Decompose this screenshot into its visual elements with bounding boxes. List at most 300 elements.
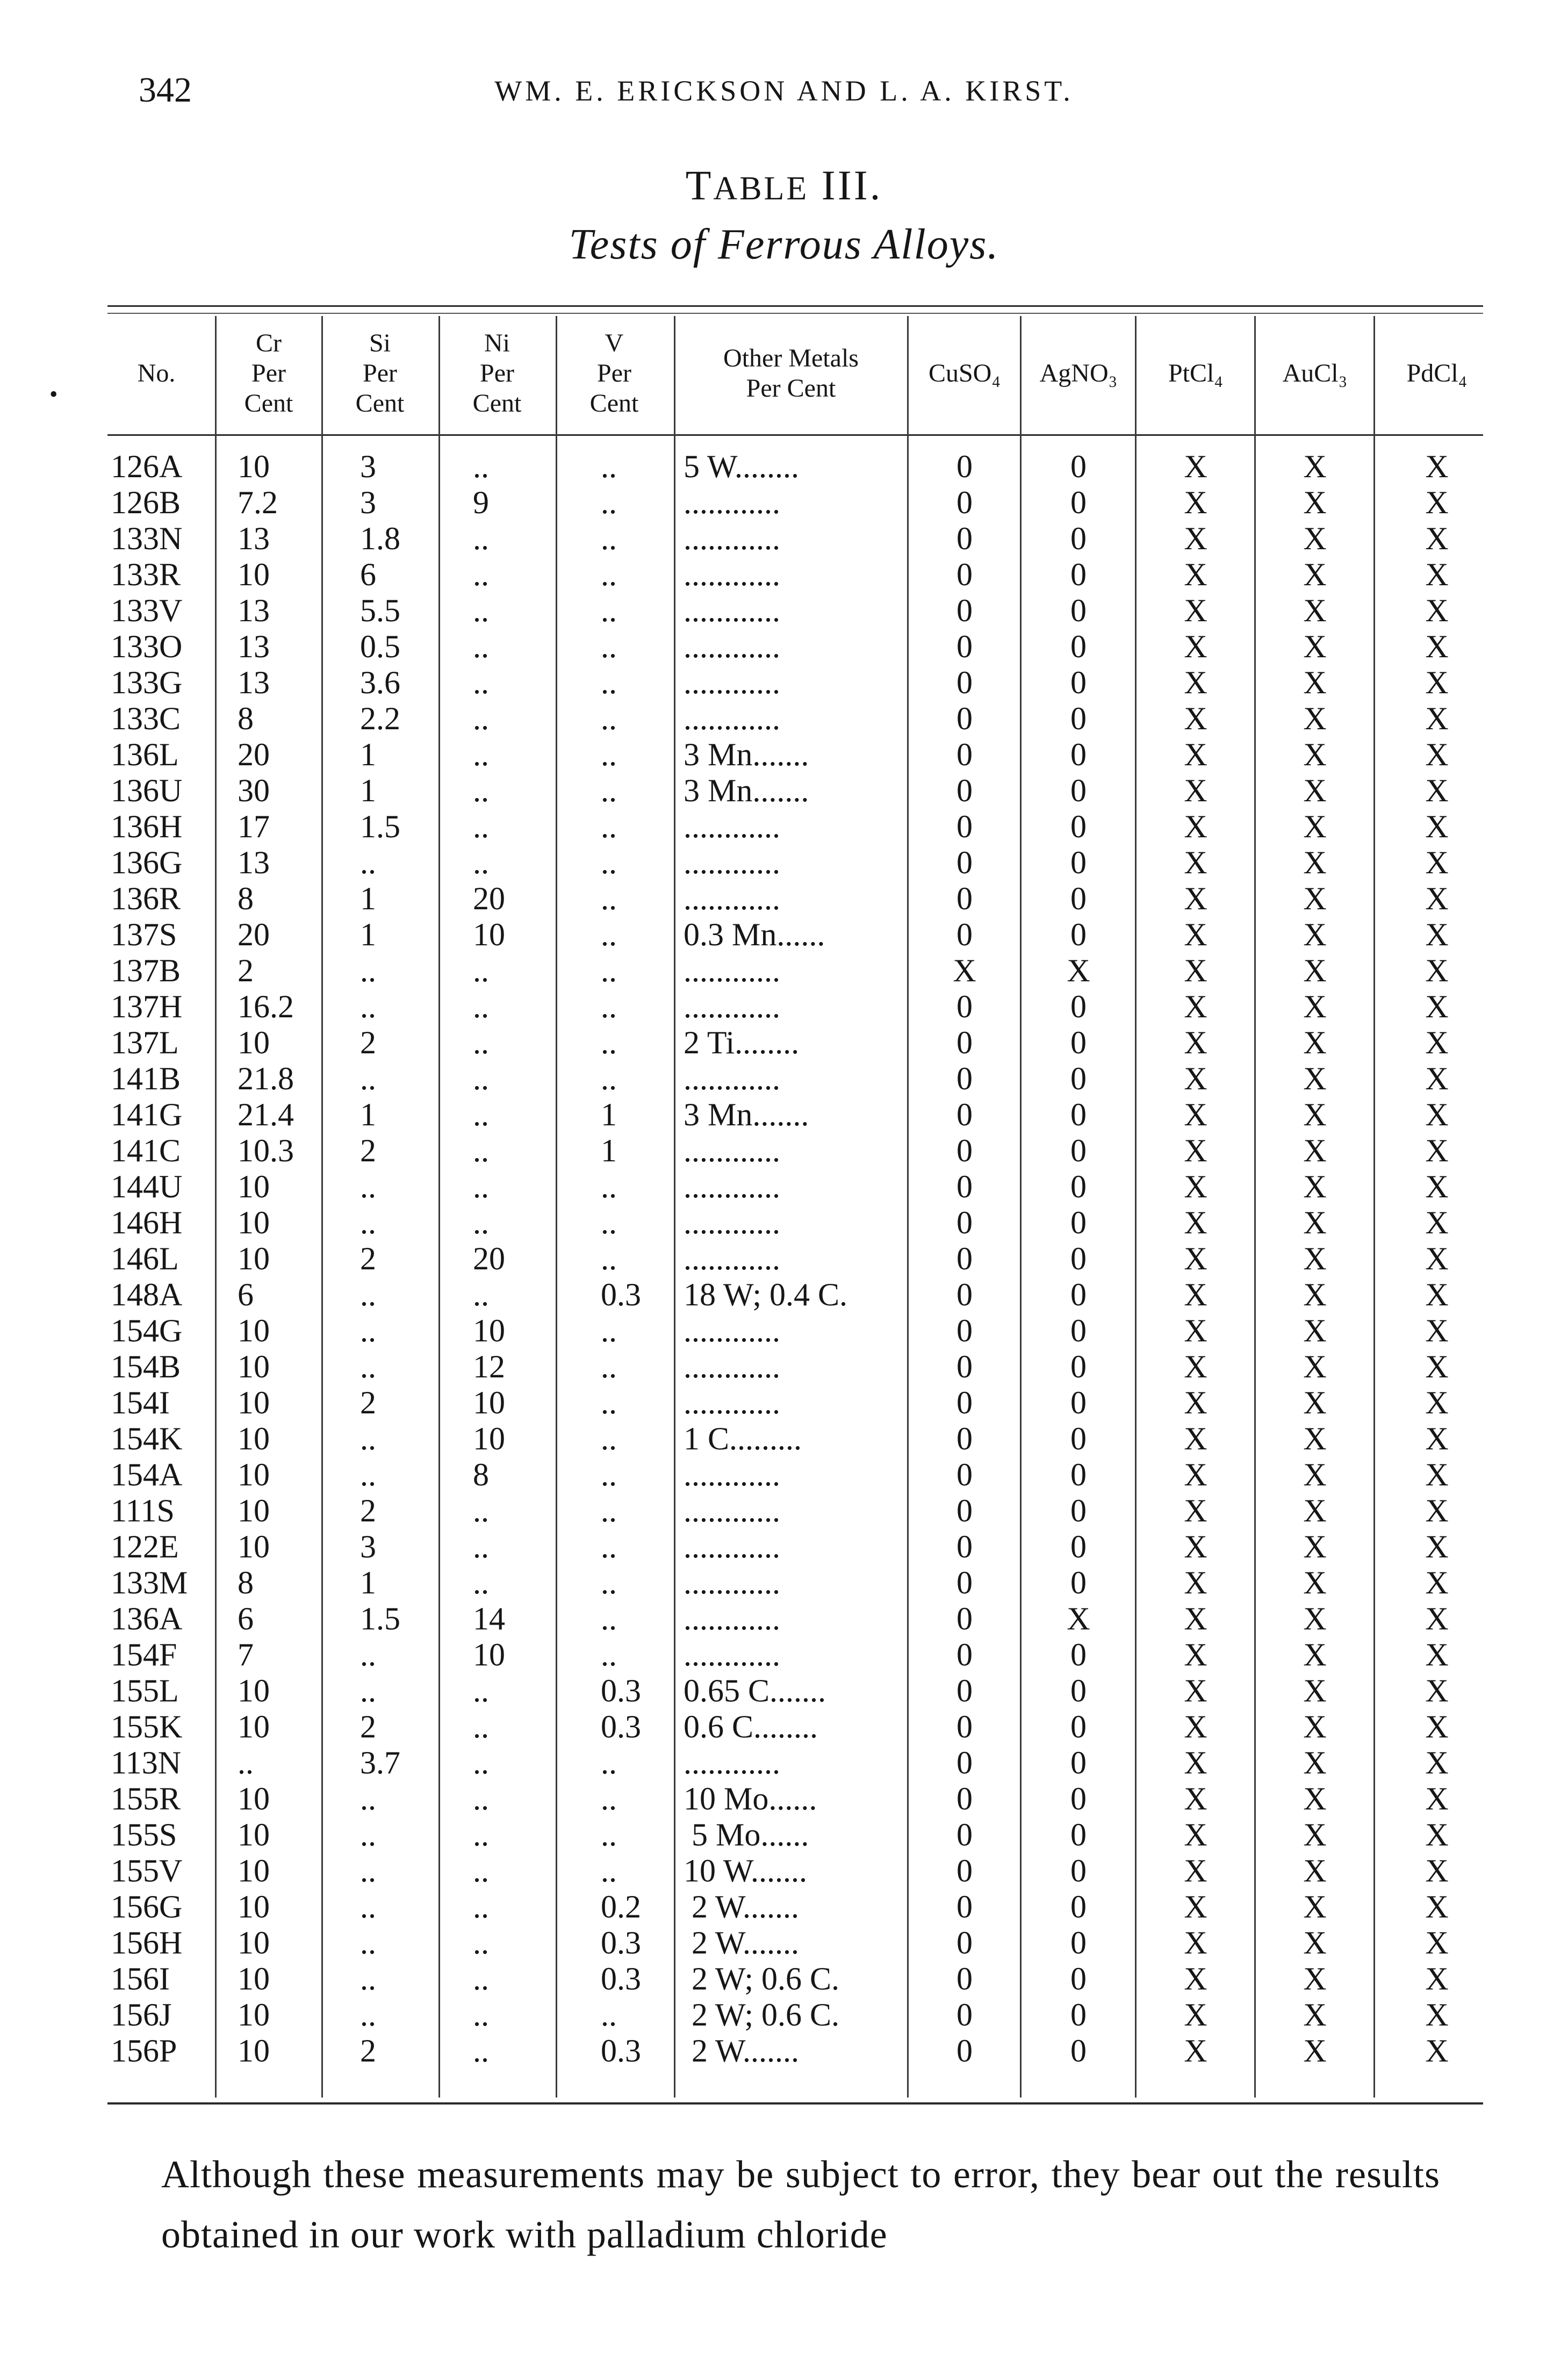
- cell-cr: 7.2: [238, 485, 278, 520]
- margin-dot: •: [49, 381, 58, 407]
- cell-cuso4: 0: [956, 845, 973, 880]
- cell-agno3: 0: [1070, 1241, 1087, 1276]
- cell-aucl3: X: [1303, 557, 1327, 592]
- cell-v: 0.3: [601, 1925, 641, 1960]
- cell-agno3: 0: [1070, 1853, 1087, 1888]
- cell-si: ..: [360, 953, 376, 988]
- cell-pdcl4: X: [1425, 1025, 1449, 1060]
- cell-cr: 20: [238, 737, 270, 772]
- cell-cuso4: 0: [956, 2033, 973, 2068]
- cell-cuso4: 0: [956, 1673, 973, 1708]
- cell-other-metals: 2 W; 0.6 C.: [684, 1997, 840, 2032]
- cell-no: 122E: [111, 1529, 179, 1564]
- cell-cr: 10: [238, 1349, 270, 1384]
- cell-no: 141B: [111, 1061, 181, 1096]
- cell-no: 146L: [111, 1241, 179, 1276]
- cell-ptcl4: X: [1184, 1817, 1207, 1852]
- cell-ptcl4: X: [1184, 953, 1207, 988]
- cell-pdcl4: X: [1425, 1349, 1449, 1384]
- cell-pdcl4: X: [1425, 1061, 1449, 1096]
- cell-pdcl4: X: [1425, 773, 1449, 808]
- cell-v: ..: [601, 1241, 617, 1276]
- cell-aucl3: X: [1303, 1169, 1327, 1204]
- table-row: [0, 593, 1568, 628]
- cell-pdcl4: X: [1425, 521, 1449, 556]
- cell-no: 155L: [111, 1673, 179, 1708]
- cell-ni: ..: [473, 593, 489, 628]
- cell-si: 1: [360, 1097, 376, 1132]
- cell-other-metals: ............: [684, 593, 780, 628]
- col-header-ni-line3: Cent: [472, 389, 522, 418]
- cell-cuso4: 0: [956, 1709, 973, 1744]
- cell-cr: 10: [238, 1889, 270, 1924]
- cell-other-metals: 2 Ti........: [684, 1025, 800, 1060]
- cell-cr: 10: [238, 1817, 270, 1852]
- cell-si: ..: [360, 1853, 376, 1888]
- cell-ni: ..: [473, 1133, 489, 1168]
- cell-no: 126A: [111, 449, 183, 484]
- cell-si: ..: [360, 1961, 376, 1996]
- cell-v: 0.2: [601, 1889, 641, 1924]
- cell-cr: 30: [238, 773, 270, 808]
- col-header-si: [322, 317, 437, 430]
- cell-agno3: 0: [1070, 1781, 1087, 1816]
- cell-si: 0.5: [360, 629, 400, 664]
- col-header-si-line3: Cent: [355, 389, 405, 418]
- cell-cuso4: 0: [956, 1493, 973, 1528]
- cell-no: 136A: [111, 1601, 183, 1636]
- table-row: [0, 2033, 1568, 2068]
- cell-pdcl4: X: [1425, 1169, 1449, 1204]
- cell-cr: 10: [238, 1493, 270, 1528]
- cell-v: 0.3: [601, 2033, 641, 2068]
- cell-si: ..: [360, 845, 376, 880]
- cell-cr: 8: [238, 1565, 254, 1600]
- table-row: [0, 1205, 1568, 1240]
- table-row: [0, 1637, 1568, 1672]
- cell-cr: 10: [238, 1853, 270, 1888]
- cell-no: 126B: [111, 485, 181, 520]
- cell-no: 154G: [111, 1313, 183, 1348]
- table-row: [0, 1529, 1568, 1564]
- cell-ptcl4: X: [1184, 1385, 1207, 1420]
- table-row: [0, 1925, 1568, 1960]
- cell-v: ..: [601, 1205, 617, 1240]
- table-row: [0, 665, 1568, 700]
- cell-agno3: 0: [1070, 1205, 1087, 1240]
- cell-aucl3: X: [1303, 1457, 1327, 1492]
- cell-si: 1.5: [360, 1601, 400, 1636]
- cell-other-metals: ............: [684, 701, 780, 736]
- cell-cuso4: 0: [956, 629, 973, 664]
- cell-aucl3: X: [1303, 773, 1327, 808]
- cell-cr: 10: [238, 1781, 270, 1816]
- cell-aucl3: X: [1303, 1493, 1327, 1528]
- cell-si: ..: [360, 1889, 376, 1924]
- cell-v: 0.3: [601, 1673, 641, 1708]
- cell-pdcl4: X: [1425, 1241, 1449, 1276]
- col-header-v-line1: V: [605, 329, 624, 357]
- cell-other-metals: ............: [684, 485, 780, 520]
- cell-aucl3: X: [1303, 953, 1327, 988]
- table-row: [0, 1133, 1568, 1168]
- cell-cr: 10: [238, 1925, 270, 1960]
- cell-no: 154A: [111, 1457, 183, 1492]
- cell-other-metals: ............: [684, 1529, 780, 1564]
- cell-cuso4: 0: [956, 701, 973, 736]
- cell-other-metals: ............: [684, 1205, 780, 1240]
- cell-pdcl4: X: [1425, 1745, 1449, 1780]
- table-subtitle: Tests of Ferrous Alloys.: [569, 221, 999, 268]
- cell-ni: 10: [473, 1385, 505, 1420]
- cell-aucl3: X: [1303, 629, 1327, 664]
- cell-pdcl4: X: [1425, 1673, 1449, 1708]
- cell-ni: 20: [473, 881, 505, 916]
- cell-aucl3: X: [1303, 1205, 1327, 1240]
- cell-cuso4: 0: [956, 917, 973, 952]
- cell-cr: 10: [238, 1385, 270, 1420]
- cell-cr: 10: [238, 1673, 270, 1708]
- table-row: [0, 1169, 1568, 1204]
- cell-agno3: 0: [1070, 557, 1087, 592]
- cell-cuso4: 0: [956, 1241, 973, 1276]
- cell-v: ..: [601, 629, 617, 664]
- cell-ptcl4: X: [1184, 1241, 1207, 1276]
- cell-other-metals: ............: [684, 1133, 780, 1168]
- cell-pdcl4: X: [1425, 1925, 1449, 1960]
- cell-cr: ..: [238, 1745, 254, 1780]
- cell-cuso4: 0: [956, 737, 973, 772]
- cell-cr: 8: [238, 701, 254, 736]
- cell-ni: 10: [473, 917, 505, 952]
- col-header-cr-line2: Per: [251, 359, 286, 387]
- cell-other-metals: ............: [684, 629, 780, 664]
- cell-ni: 10: [473, 1421, 505, 1456]
- cell-other-metals: ............: [684, 953, 780, 988]
- col-header-cuso4-label: CuSO₄: [928, 359, 1001, 387]
- cell-aucl3: X: [1303, 1673, 1327, 1708]
- cell-pdcl4: X: [1425, 701, 1449, 736]
- cell-aucl3: X: [1303, 1277, 1327, 1312]
- cell-other-metals: ............: [684, 557, 780, 592]
- cell-agno3: 0: [1070, 1565, 1087, 1600]
- cell-si: 1.5: [360, 809, 400, 844]
- cell-ni: ..: [473, 2033, 489, 2068]
- cell-pdcl4: X: [1425, 1961, 1449, 1996]
- cell-si: ..: [360, 1637, 376, 1672]
- cell-v: ..: [601, 953, 617, 988]
- cell-agno3: 0: [1070, 773, 1087, 808]
- cell-v: 1: [601, 1097, 617, 1132]
- cell-agno3: 0: [1070, 1457, 1087, 1492]
- running-header: [0, 70, 1568, 118]
- cell-v: ..: [601, 701, 617, 736]
- cell-si: ..: [360, 1421, 376, 1456]
- cell-ni: 14: [473, 1601, 505, 1636]
- table-row: [0, 485, 1568, 520]
- cell-aucl3: X: [1303, 665, 1327, 700]
- col-header-other-line1: Other Metals: [723, 344, 859, 372]
- cell-aucl3: X: [1303, 809, 1327, 844]
- cell-ni: ..: [473, 629, 489, 664]
- cell-agno3: 0: [1070, 1169, 1087, 1204]
- cell-si: ..: [360, 1205, 376, 1240]
- cell-no: 141G: [111, 1097, 183, 1132]
- cell-v: ..: [601, 1997, 617, 2032]
- cell-cr: 17: [238, 809, 270, 844]
- cell-ni: ..: [473, 1781, 489, 1816]
- col-header-pdcl4-label: PdCl₄: [1406, 359, 1468, 387]
- cell-v: ..: [601, 449, 617, 484]
- cell-no: 154K: [111, 1421, 183, 1456]
- cell-pdcl4: X: [1425, 917, 1449, 952]
- cell-agno3: 0: [1070, 521, 1087, 556]
- cell-cr: 10: [238, 1205, 270, 1240]
- cell-cr: 10: [238, 1529, 270, 1564]
- cell-agno3: 0: [1070, 701, 1087, 736]
- cell-aucl3: X: [1303, 521, 1327, 556]
- cell-other-metals: ............: [684, 1601, 780, 1636]
- col-header-other-line2: Per Cent: [746, 374, 836, 403]
- cell-cuso4: 0: [956, 1889, 973, 1924]
- col-header-ni-line1: Ni: [484, 329, 510, 357]
- cell-ni: ..: [473, 1493, 489, 1528]
- cell-ni: ..: [473, 773, 489, 808]
- cell-ptcl4: X: [1184, 1529, 1207, 1564]
- body-paragraph: Although these measurements may be subject to error, they bear out the results obtained in our work with palladium chloride: [161, 2153, 1440, 2256]
- cell-v: 0.3: [601, 1709, 641, 1744]
- cell-agno3: 0: [1070, 1709, 1087, 1744]
- cell-agno3: 0: [1070, 1529, 1087, 1564]
- cell-ni: ..: [473, 1277, 489, 1312]
- cell-ptcl4: X: [1184, 1457, 1207, 1492]
- cell-ptcl4: X: [1184, 1277, 1207, 1312]
- cell-ptcl4: X: [1184, 1853, 1207, 1888]
- table-row: [0, 1241, 1568, 1276]
- table-row: [0, 1853, 1568, 1888]
- cell-pdcl4: X: [1425, 1097, 1449, 1132]
- cell-ptcl4: X: [1184, 1097, 1207, 1132]
- cell-pdcl4: X: [1425, 1277, 1449, 1312]
- cell-aucl3: X: [1303, 845, 1327, 880]
- cell-other-metals: 2 W.......: [684, 1889, 800, 1924]
- cell-no: 154I: [111, 1385, 170, 1420]
- col-header-ni: [440, 317, 555, 430]
- table-title-numeral: III.: [821, 162, 883, 209]
- cell-cr: 2: [238, 953, 254, 988]
- col-header-si-line1: Si: [369, 329, 391, 357]
- cell-aucl3: X: [1303, 989, 1327, 1024]
- cell-other-metals: ............: [684, 1061, 780, 1096]
- cell-no: 156I: [111, 1961, 170, 1996]
- col-header-ptcl4-label: PtCl₄: [1168, 359, 1224, 387]
- cell-aucl3: X: [1303, 1133, 1327, 1168]
- col-header-no: [107, 317, 205, 430]
- cell-ptcl4: X: [1184, 557, 1207, 592]
- cell-no: 136R: [111, 881, 181, 916]
- page-number: 342: [139, 70, 192, 110]
- cell-v: ..: [601, 1637, 617, 1672]
- cell-v: ..: [601, 809, 617, 844]
- cell-pdcl4: X: [1425, 1601, 1449, 1636]
- cell-pdcl4: X: [1425, 1889, 1449, 1924]
- cell-pdcl4: X: [1425, 1133, 1449, 1168]
- cell-ptcl4: X: [1184, 1205, 1207, 1240]
- cell-aucl3: X: [1303, 1781, 1327, 1816]
- cell-v: ..: [601, 665, 617, 700]
- cell-pdcl4: X: [1425, 737, 1449, 772]
- cell-cuso4: 0: [956, 1817, 973, 1852]
- cell-si: 1: [360, 1565, 376, 1600]
- cell-no: 133V: [111, 593, 183, 628]
- cell-cr: 10: [238, 449, 270, 484]
- cell-cr: 10: [238, 2033, 270, 2068]
- cell-v: ..: [601, 1313, 617, 1348]
- table-row: [0, 989, 1568, 1024]
- cell-other-metals: 2 W; 0.6 C.: [684, 1961, 840, 1996]
- table-row: [0, 845, 1568, 880]
- cell-other-metals: ............: [684, 1637, 780, 1672]
- cell-pdcl4: X: [1425, 1457, 1449, 1492]
- cell-v: 1: [601, 1133, 617, 1168]
- cell-ptcl4: X: [1184, 917, 1207, 952]
- cell-cr: 21.8: [238, 1061, 294, 1096]
- table-row: [0, 1313, 1568, 1348]
- cell-si: 2: [360, 1385, 376, 1420]
- col-header-v-line2: Per: [597, 359, 631, 387]
- cell-pdcl4: X: [1425, 881, 1449, 916]
- cell-pdcl4: X: [1425, 1781, 1449, 1816]
- cell-ptcl4: X: [1184, 593, 1207, 628]
- cell-pdcl4: X: [1425, 485, 1449, 520]
- cell-pdcl4: X: [1425, 1817, 1449, 1852]
- cell-no: 133O: [111, 629, 183, 664]
- col-header-v: [557, 317, 672, 430]
- cell-pdcl4: X: [1425, 629, 1449, 664]
- cell-si: ..: [360, 1277, 376, 1312]
- cell-si: 5.5: [360, 593, 400, 628]
- cell-agno3: 0: [1070, 1133, 1087, 1168]
- cell-v: ..: [601, 737, 617, 772]
- cell-v: ..: [601, 593, 617, 628]
- cell-ni: ..: [473, 1997, 489, 2032]
- cell-ptcl4: X: [1184, 1061, 1207, 1096]
- cell-si: 3: [360, 449, 376, 484]
- table-row: [0, 1457, 1568, 1492]
- col-header-cr-line3: Cent: [244, 389, 293, 418]
- cell-no: 133M: [111, 1565, 188, 1600]
- cell-ptcl4: X: [1184, 773, 1207, 808]
- cell-si: 3: [360, 1529, 376, 1564]
- col-header-aucl3-label: AuCl₃: [1282, 359, 1348, 387]
- cell-cuso4: 0: [956, 1277, 973, 1312]
- cell-aucl3: X: [1303, 1097, 1327, 1132]
- cell-cuso4: 0: [956, 881, 973, 916]
- cell-aucl3: X: [1303, 2033, 1327, 2068]
- cell-pdcl4: X: [1425, 845, 1449, 880]
- cell-cuso4: 0: [956, 1061, 973, 1096]
- table-row: [0, 557, 1568, 592]
- cell-aucl3: X: [1303, 737, 1327, 772]
- cell-other-metals: 5 Mo......: [684, 1817, 809, 1852]
- cell-agno3: 0: [1070, 1925, 1087, 1960]
- cell-ni: ..: [473, 1025, 489, 1060]
- cell-aucl3: X: [1303, 917, 1327, 952]
- cell-si: ..: [360, 1925, 376, 1960]
- cell-v: ..: [601, 1853, 617, 1888]
- table-row: [0, 1961, 1568, 1996]
- cell-no: 148A: [111, 1277, 183, 1312]
- table-row: [0, 1061, 1568, 1096]
- cell-ni: ..: [473, 521, 489, 556]
- col-header-pdcl4: [1375, 317, 1499, 430]
- table-title-initial: T: [685, 162, 714, 209]
- cell-si: ..: [360, 989, 376, 1024]
- cell-si: ..: [360, 1817, 376, 1852]
- cell-agno3: 0: [1070, 737, 1087, 772]
- cell-cuso4: 0: [956, 1997, 973, 2032]
- cell-ni: ..: [473, 989, 489, 1024]
- cell-agno3: 0: [1070, 593, 1087, 628]
- cell-ni: ..: [473, 1817, 489, 1852]
- cell-cr: 10: [238, 1241, 270, 1276]
- cell-agno3: 0: [1070, 1637, 1087, 1672]
- cell-aucl3: X: [1303, 593, 1327, 628]
- cell-ni: ..: [473, 665, 489, 700]
- cell-no: 155V: [111, 1853, 183, 1888]
- cell-ni: 10: [473, 1637, 505, 1672]
- cell-pdcl4: X: [1425, 2033, 1449, 2068]
- cell-ptcl4: X: [1184, 629, 1207, 664]
- cell-cr: 8: [238, 881, 254, 916]
- cell-pdcl4: X: [1425, 1385, 1449, 1420]
- cell-cuso4: 0: [956, 665, 973, 700]
- cell-ni: ..: [473, 1565, 489, 1600]
- cell-aucl3: X: [1303, 1061, 1327, 1096]
- cell-ptcl4: X: [1184, 1673, 1207, 1708]
- cell-si: 1.8: [360, 521, 400, 556]
- cell-no: 136H: [111, 809, 183, 844]
- table-row: [0, 809, 1568, 844]
- cell-cuso4: 0: [956, 1133, 973, 1168]
- cell-ni: ..: [473, 557, 489, 592]
- cell-other-metals: ............: [684, 521, 780, 556]
- cell-no: 155K: [111, 1709, 183, 1744]
- cell-si: 2: [360, 1709, 376, 1744]
- col-header-agno3: [1021, 317, 1136, 430]
- cell-agno3: 0: [1070, 1313, 1087, 1348]
- cell-cr: 10: [238, 1313, 270, 1348]
- cell-pdcl4: X: [1425, 809, 1449, 844]
- cell-ni: 8: [473, 1457, 489, 1492]
- cell-si: 1: [360, 917, 376, 952]
- cell-v: ..: [601, 1421, 617, 1456]
- cell-pdcl4: X: [1425, 1637, 1449, 1672]
- cell-agno3: 0: [1070, 1061, 1087, 1096]
- cell-other-metals: 2 W.......: [684, 1925, 800, 1960]
- cell-si: ..: [360, 1781, 376, 1816]
- cell-other-metals: 0.65 C.......: [684, 1673, 826, 1708]
- cell-aucl3: X: [1303, 1745, 1327, 1780]
- cell-pdcl4: X: [1425, 449, 1449, 484]
- cell-aucl3: X: [1303, 1853, 1327, 1888]
- col-header-agno3-label: AgNO₃: [1039, 359, 1118, 387]
- cell-aucl3: X: [1303, 1421, 1327, 1456]
- table-row: [0, 1277, 1568, 1312]
- cell-aucl3: X: [1303, 1241, 1327, 1276]
- cell-other-metals: 0.6 C........: [684, 1709, 818, 1744]
- cell-other-metals: 10 W.......: [684, 1853, 808, 1888]
